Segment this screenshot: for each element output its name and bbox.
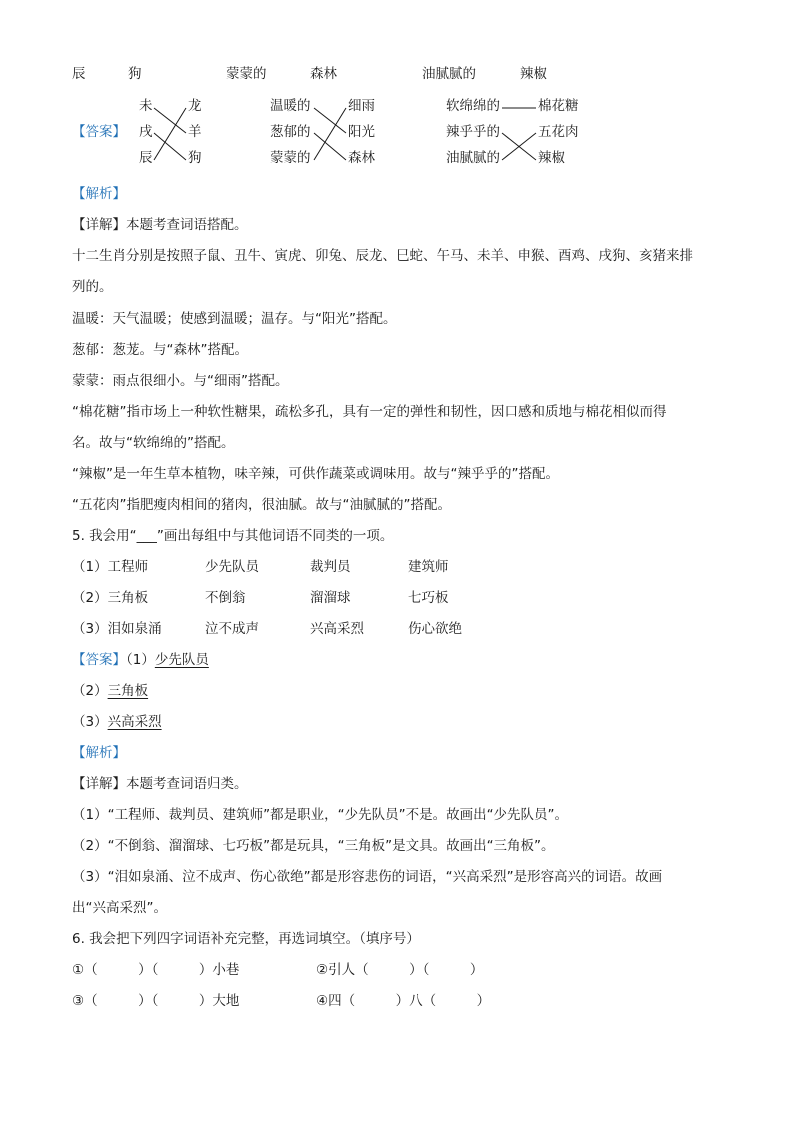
q5-r1-c1: （1）工程师 [72,559,149,575]
q5-answer-1-num: （1） [126,652,155,668]
food-left-2: 辣乎乎的 [446,124,500,140]
zodiac-left-3: 辰 [139,150,153,166]
analysis-p6: “辣椒”是一年生草本植物，味辛辣，可供作蔬菜或调味用。故与“辣乎乎的”搭配。 [72,466,559,482]
q5-answer-3 [72,716,162,730]
q5-answer-2-text: 三角板 [107,683,149,699]
q5-r3-c2: 泣不成声 [205,621,259,637]
analysis-heading: 【解析】 [72,186,126,202]
top-lajiao: 辣椒 [520,66,547,82]
food-left-3: 油腻腻的 [446,150,500,166]
q5-e1: （1）“工程师、裁判员、建筑师”都是职业，“少先队员”不是。故画出“少先队员”。 [72,807,569,823]
top-chen: 辰 [72,66,86,82]
analysis-detail: 【详解】本题考查词语搭配。 [72,217,248,233]
zodiac-left-2: 戌 [139,124,153,140]
q5-analysis-heading: 【解析】 [72,745,126,761]
q5-answer-3-text: 兴高采烈 [107,714,162,730]
q5-r2-c3: 溜溜球 [310,590,351,606]
q5-answer-3-num: （3） [72,714,108,730]
q6-item-4: ④四（ ）八（ ） [316,993,491,1009]
q5-answer-1-text: 少先队员 [154,652,209,668]
top-gou: 狗 [128,66,142,82]
q6-title: 6. 我会把下列四字词语补充完整，再选词填空。（填序号） [72,931,420,947]
adj-left-2: 葱郁的 [270,124,311,140]
q5-r2-c4: 七巧板 [408,590,449,606]
adj-right-3: 森林 [348,150,375,166]
food-right-3: 辣椒 [538,150,565,166]
top-senlin: 森林 [310,66,337,82]
food-right-1: 棉花糖 [538,98,579,114]
top-mengmeng: 蒙蒙的 [226,66,267,82]
adj-right-2: 阳光 [348,124,375,140]
zodiac-right-2: 羊 [188,124,202,140]
analysis-p2: 温暖：天气温暖；使感到温暖；温存。与“阳光”搭配。 [72,311,397,327]
line-chen-long [154,108,186,160]
q5-r1-c4: 建筑师 [408,559,449,575]
line-mengmeng-xiyu [314,108,346,160]
analysis-p4: 蒙蒙：雨点很细小。与“细雨”搭配。 [72,373,289,389]
zodiac-left-1: 未 [139,98,153,114]
q5-e3b: 出“兴高采烈”。 [72,900,167,916]
q5-answer-2-num: （2） [72,683,108,699]
q6-item-1: ①（ ）（ ）小巷 [72,962,240,978]
line-xu-gou [154,133,186,160]
q5-answer-2 [72,685,148,699]
food-right-2: 五花肉 [538,124,579,140]
q6-item-2: ②引人（ ）（ ） [316,962,484,978]
zodiac-right-1: 龙 [188,98,202,114]
adj-left-3: 蒙蒙的 [270,150,311,166]
analysis-p5b: 名。故与“软绵绵的”搭配。 [72,435,235,451]
zodiac-right-3: 狗 [188,150,202,166]
q5-answer-label: 【答案】 [72,652,126,668]
top-younini: 油腻腻的 [422,66,476,82]
q5-answer-1 [72,654,209,668]
q5-r3-c4: 伤心欲绝 [408,621,462,637]
q5-r1-c2: 少先队员 [205,559,259,575]
analysis-p1b: 列的。 [72,279,113,295]
line-congyu-senlin [314,133,346,160]
line-wei-yang [154,108,186,133]
q5-r2-c2: 不倒翁 [205,590,246,606]
line-wennuan-yangguang [314,108,346,133]
q5-r3-c1: （3）泪如泉涌 [72,621,162,637]
q5-detail: 【详解】本题考查词语归类。 [72,776,248,792]
q5-r3-c3: 兴高采烈 [310,621,364,637]
analysis-p5a: “棉花糖”指市场上一种软性糖果，疏松多孔，具有一定的弹性和韧性，因口感和质地与棉花相似而得 [72,404,667,420]
q5-e3a: （3）“泪如泉涌、泣不成声、伤心欲绝”都是形容悲伤的词语，“兴高采烈”是形容高兴的词语。故画 [72,869,663,885]
answer-label: 【答案】 [72,124,126,140]
q6-item-3: ③（ ）（ ）大地 [72,993,240,1009]
q5-title: 5. 我会用“___”画出每组中与其他词语不同类的一项。 [72,528,394,544]
analysis-p7: “五花肉”指肥瘦肉相间的猪肉，很油腻。故与“油腻腻的”搭配。 [72,497,451,513]
adj-left-1: 温暖的 [270,98,311,114]
analysis-p3: 葱郁：葱茏。与“森林”搭配。 [72,342,248,358]
q5-e2: （2）“不倒翁、溜溜球、七巧板”都是玩具，“三角板”是文具。故画出“三角板”。 [72,838,555,854]
q5-r1-c3: 裁判员 [310,559,351,575]
matching-lines [0,0,794,200]
adj-right-1: 细雨 [348,98,375,114]
analysis-p1a: 十二生肖分别是按照子鼠、丑牛、寅虎、卯兔、辰龙、巳蛇、午马、未羊、申猴、酉鸡、戌狗、亥猪来排 [72,248,693,264]
food-left-1: 软绵绵的 [446,98,500,114]
q5-r2-c1: （2）三角板 [72,590,149,606]
